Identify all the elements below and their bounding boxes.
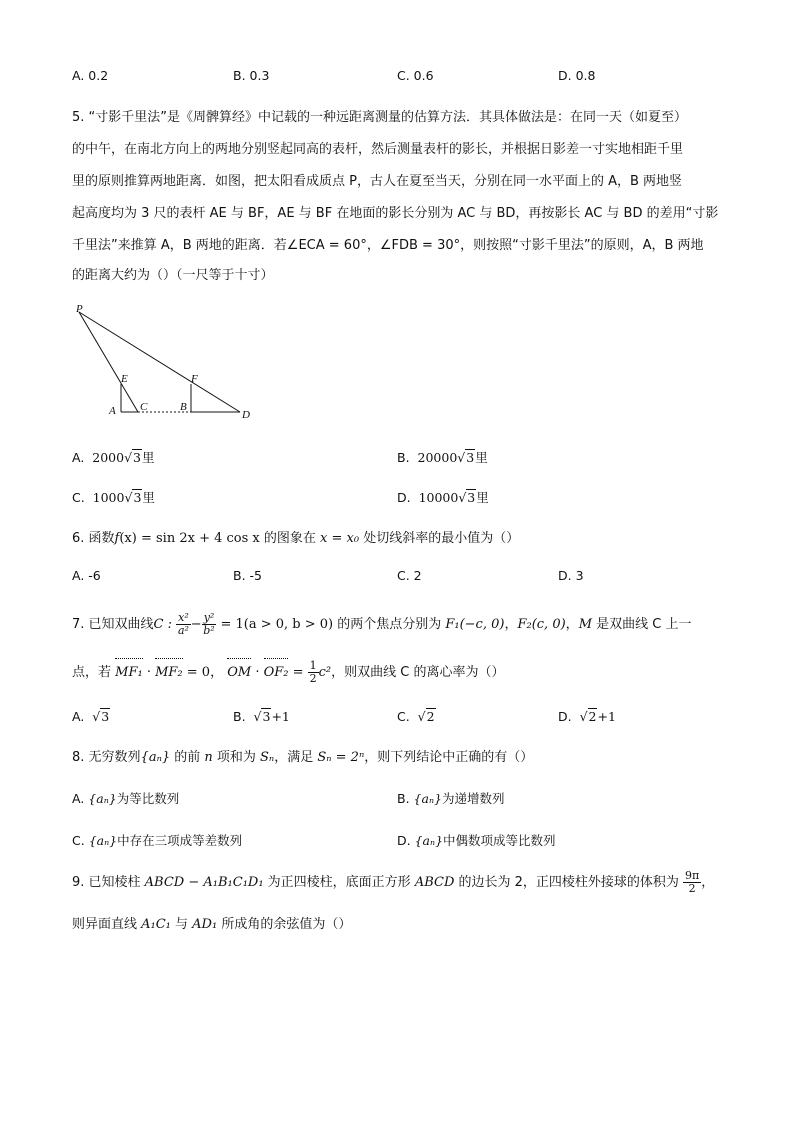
q5-option-b: B. 20000√3里 xyxy=(397,450,488,465)
q4-option-b: B. 0.3 xyxy=(233,68,270,83)
label-a: A xyxy=(109,405,116,417)
label-f: F xyxy=(191,373,198,385)
q5-line-1: 5. “寸影千里法”是《周髀算经》中记载的一种远距离测量的估算方法．其具体做法是：在同一天（如夏至） xyxy=(72,110,688,125)
q5-option-d: D. 10000√3里 xyxy=(397,490,489,505)
q5-line-4: 起高度均为 3 尺的表杆 AE 与 BF，AE 与 BF 在地面的影长分别为 AC 与 BD，再按影长 AC 与 BD 的差用“寸影 xyxy=(72,206,719,221)
q4-option-d: D. 0.8 xyxy=(558,68,596,83)
q8-option-a: A. {aₙ}为等比数列 xyxy=(72,791,180,806)
q5-line-3: 里的原则推算两地距离．如图，把太阳看成质点 P，古人在夏至当天，分别在同一水平面上的 A，B 两地竖 xyxy=(72,174,683,189)
q6-option-d: D. 3 xyxy=(558,568,584,583)
q9-stem-line-2: 则异面直线 A₁C₁ 与 AD₁ 所成角的余弦值为（） xyxy=(72,917,352,932)
label-d: D xyxy=(242,409,250,421)
q7-stem-line-1: 7. 已知双曲线C : $\frac{\text{x²}}{\text{a²}}$ − $\frac{\text{y²}}{\text{b²}}$ = 1(a > 0, b > 0) 的两个焦点分别为 F₁(−c, 0)，F₂(c, 0)，M 是双曲线 C 上一 xyxy=(72,611,692,637)
q8-option-d: D. {aₙ}中偶数项成等比数列 xyxy=(397,833,556,848)
q5-line-6: 的距离大约为（）（一尺等于十寸） xyxy=(72,268,274,283)
q6-option-b: B. -5 xyxy=(233,568,262,583)
label-b: B xyxy=(180,401,187,413)
q5-line-2: 的中午，在南北方向上的两地分别竖起同高的表杆，然后测量表杆的影长，并根据日影差一寸实地相距千里 xyxy=(72,142,684,157)
q8-option-b: B. {aₙ}为递增数列 xyxy=(397,791,505,806)
q7-option-a: A. √3 xyxy=(72,709,110,724)
q5-line-5: 千里法”来推算 A，B 两地的距离．若∠ECA = 60°，∠FDB = 30°，则按照“寸影千里法”的原则，A，B 两地 xyxy=(72,238,704,253)
label-p: P xyxy=(76,303,83,315)
q6-option-c: C. 2 xyxy=(397,568,422,583)
q7-option-c: C. √2 xyxy=(397,709,435,724)
q5-option-c: C. 1000√3里 xyxy=(72,490,155,505)
label-e: E xyxy=(121,373,128,385)
q6-stem: 6. 函数f(x) = sin 2x + 4 cos x 的图象在 x = x₀ 处切线斜率的最小值为（） xyxy=(72,531,520,546)
sunray-line-pd xyxy=(79,312,240,412)
label-c: C xyxy=(140,401,148,413)
q9-stem-line-1: 9. 已知棱柱 ABCD − A₁B₁C₁D₁ 为正四棱柱，底面正方形 ABCD 的边长为 2，正四棱柱外接球的体积为 $\frac{9\pi}{2}$ ， xyxy=(72,869,715,895)
q4-option-c: C. 0.6 xyxy=(397,68,434,83)
q5-shadow-figure xyxy=(70,300,270,425)
sunray-line-pc xyxy=(79,312,138,412)
q8-stem: 8. 无穷数列{aₙ} 的前 n 项和为 Sₙ，满足 Sₙ = 2ⁿ，则下列结论中正确的有（） xyxy=(72,750,534,765)
q4-option-a: A. 0.2 xyxy=(72,68,109,83)
q7-option-b: B. √3+1 xyxy=(233,709,290,724)
q7-option-d: D. √2+1 xyxy=(558,709,616,724)
q6-option-a: A. -6 xyxy=(72,568,101,583)
q8-option-c: C. {aₙ}中存在三项成等差数列 xyxy=(72,833,243,848)
q5-option-a: A. 2000√3里 xyxy=(72,450,155,465)
q7-stem-line-2: 点，若 MF₁ · MF₂ = 0， OM · OF₂ = $\frac{1}{2}$ c²，则双曲线 C 的离心率为（） xyxy=(72,659,505,685)
